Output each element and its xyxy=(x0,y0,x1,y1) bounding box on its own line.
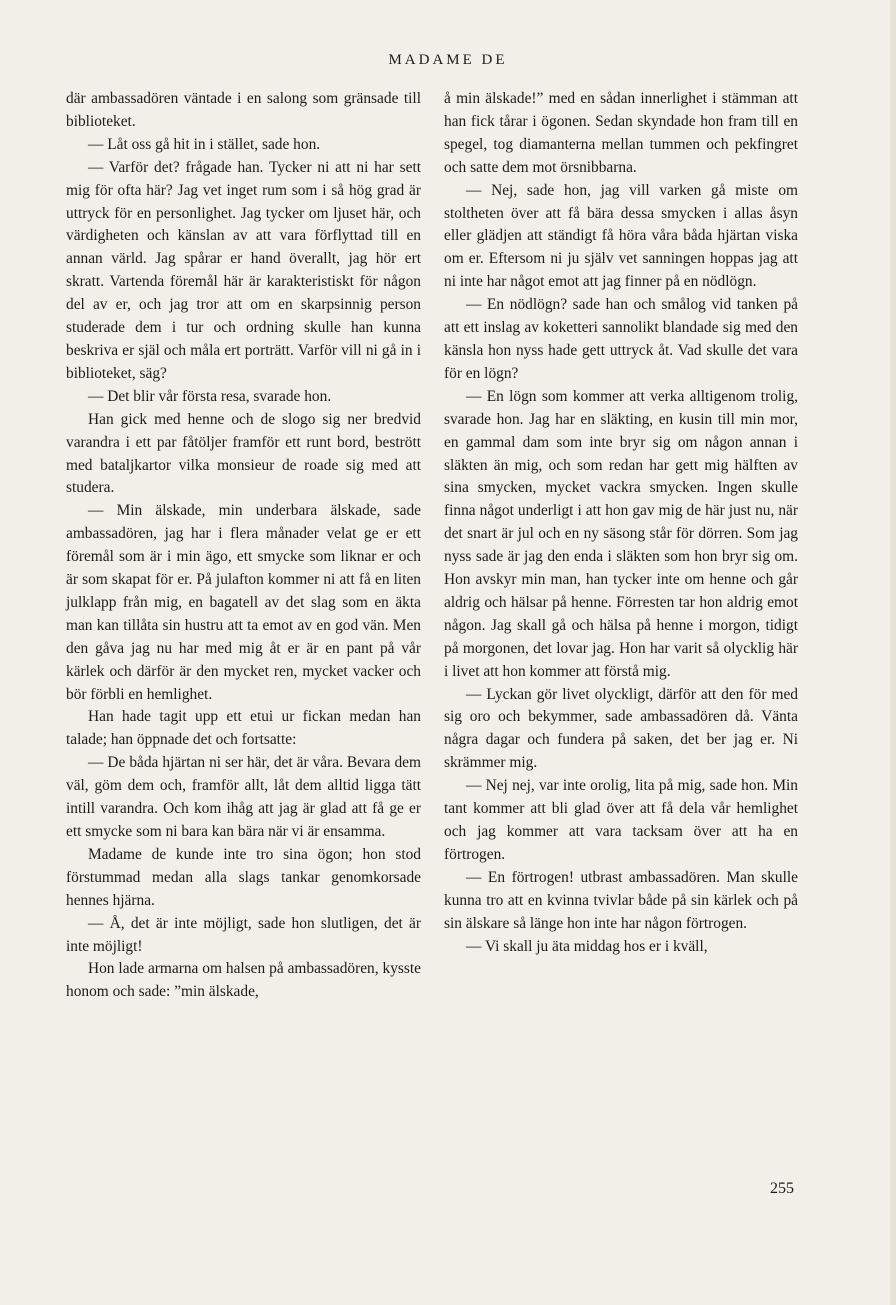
paragraph: — Nej, sade hon, jag vill varken gå miste om stoltheten över att få bära dessa smycken i allas åsyn eller glädjen att ständigt få höra våra båda hjärtan viska om er. Eftersom ni ju själv vet sanningen hoppas jag att ni inte har något emot att jag finner på en nödlögn. xyxy=(444,181,798,291)
paragraph: — En förtrogen! utbrast ambassadören. Man skulle kunna tro att en kvinna tvivlar både på sin kärlek och på sin älskare så länge hon inte har någon förtrogen. xyxy=(444,868,798,932)
page-number: 255 xyxy=(770,1180,794,1197)
paragraph: där ambassadören väntade i en salong som gränsade till biblioteket. xyxy=(66,90,421,130)
left-text-column xyxy=(66,88,421,1004)
paragraph: — De båda hjärtan ni ser här, det är våra. Bevara dem väl, göm dem och, framför allt, låt dem alltid ligga tätt intill varandra. Och kom ihåg att jag är glad att få ge er ett smycke som ni bara kan bära när vi är ensamma. xyxy=(66,754,421,840)
paragraph: Han gick med henne och de slogo sig ner bredvid varandra i ett par fåtöljer framför ett runt bord, bestrött med bataljkartor vilka monsieur de roade sig med att studera. xyxy=(66,410,421,497)
paragraph: — En nödlögn? sade han och smålog vid tanken på att ett inslag av koketteri sannolikt blandade sig med den känsla hon nyss hade gett uttryck åt. Vad skulle det vara för en lögn? xyxy=(444,296,798,382)
paragraph: — Låt oss gå hit in i stället, sade hon. xyxy=(88,135,321,153)
paragraph: — Vi skall ju äta middag hos er i kväll, xyxy=(466,937,708,955)
paragraph: Hon lade armarna om halsen på ambassadören, kysste honom och sade: ”min älskade, xyxy=(66,960,421,1001)
paragraph: — Det blir vår första resa, svarade hon. xyxy=(88,387,332,405)
running-header: MADAME DE xyxy=(388,52,508,68)
paragraph: — En lögn som kommer att verka alltigenom trolig, svarade hon. Jag har en släkting, en kusin till min mor, en gammal dam som inte bryr sig om någon annan i släkten än mig, och som redan har gett mig hälften av sina smycken, mycket vackra smycken. Ingen skulle finna något underligt i att hon gav mig de här just nu, när det snart är jul och en ny säsong står för dörren. Som jag nyss sade är jag den enda i släkten som hon bryr sig om. Hon avskyr min man, han tycker inte om henne och går aldrig och hälsar på henne. Förresten tar hon aldrig emot någon. Jag skall gå och hälsa på henne i morgon, tidigt på morgonen, det lovar jag. Hon har varit så olycklig här i livet att hon kommer att förstå mig. xyxy=(444,387,798,680)
right-text-column xyxy=(444,88,798,958)
paragraph: — Lyckan gör livet olyckligt, därför att den för med sig oro och bekymmer, sade ambassadören då. Vänta några dagar och fundera på saken, det ber jag er. Ni skrämmer mig. xyxy=(444,685,798,772)
paragraph: Han hade tagit upp ett etui ur fickan medan han talade; han öppnade det och fortsatte: xyxy=(66,708,421,749)
paragraph: — Min älskade, min underbara älskade, sade ambassadören, jag har i flera månader velat ge er ett föremål som är i min ägo, ett smycke som liknar er och är som skapat för er. På julafton kommer ni att få en liten julklapp från mig, en bagatell av det slag som en äkta man kan tillåta sin hustru att ta emot av en god vän. Men den gåva jag nu har med mig åt er är en pant på vår kärlek och därför är den mycket ren, mycket vacker och bör förbli en hemlighet. xyxy=(66,502,421,703)
paragraph: — Å, det är inte möjligt, sade hon slutligen, det är inte möjligt! xyxy=(66,914,421,955)
paragraph: — Varför det? frågade han. Tycker ni att ni har sett mig för ofta här? Jag vet inget rum som i så hög grad är uttryck för en personlighet. Jag tycker om ljuset här, och värdigheten och känslan av att vara förflyttad till en annan värld. Jag spårar er hand överallt, jag hör ert skratt. Vartenda föremål här är karakteristiskt för någon del av er, och jag tror att om en skarpsinnig person studerade dem i tur och ordning skulle han kunna beskriva er själ och måla ert porträtt. Varför vill ni gå in i biblioteket, säg? xyxy=(66,158,421,382)
paragraph: — Nej nej, var inte orolig, lita på mig, sade hon. Min tant kommer att bli glad över att få dela vår hemlighet och jag kommer att vara tacksam över att ha en förtrogen. xyxy=(444,777,798,863)
page-edge xyxy=(890,0,896,1305)
paragraph: Madame de kunde inte tro sina ögon; hon stod förstummad medan alla slags tankar genomkorsade hennes hjärna. xyxy=(66,845,421,909)
paragraph: å min älskade!” med en sådan innerlighet i stämman att han fick tårar i ögonen. Sedan skyndade hon fram till en spegel, tog diamanterna mellan tummen och pekfingret och satte dem mot örsnibbarna. xyxy=(444,90,798,176)
